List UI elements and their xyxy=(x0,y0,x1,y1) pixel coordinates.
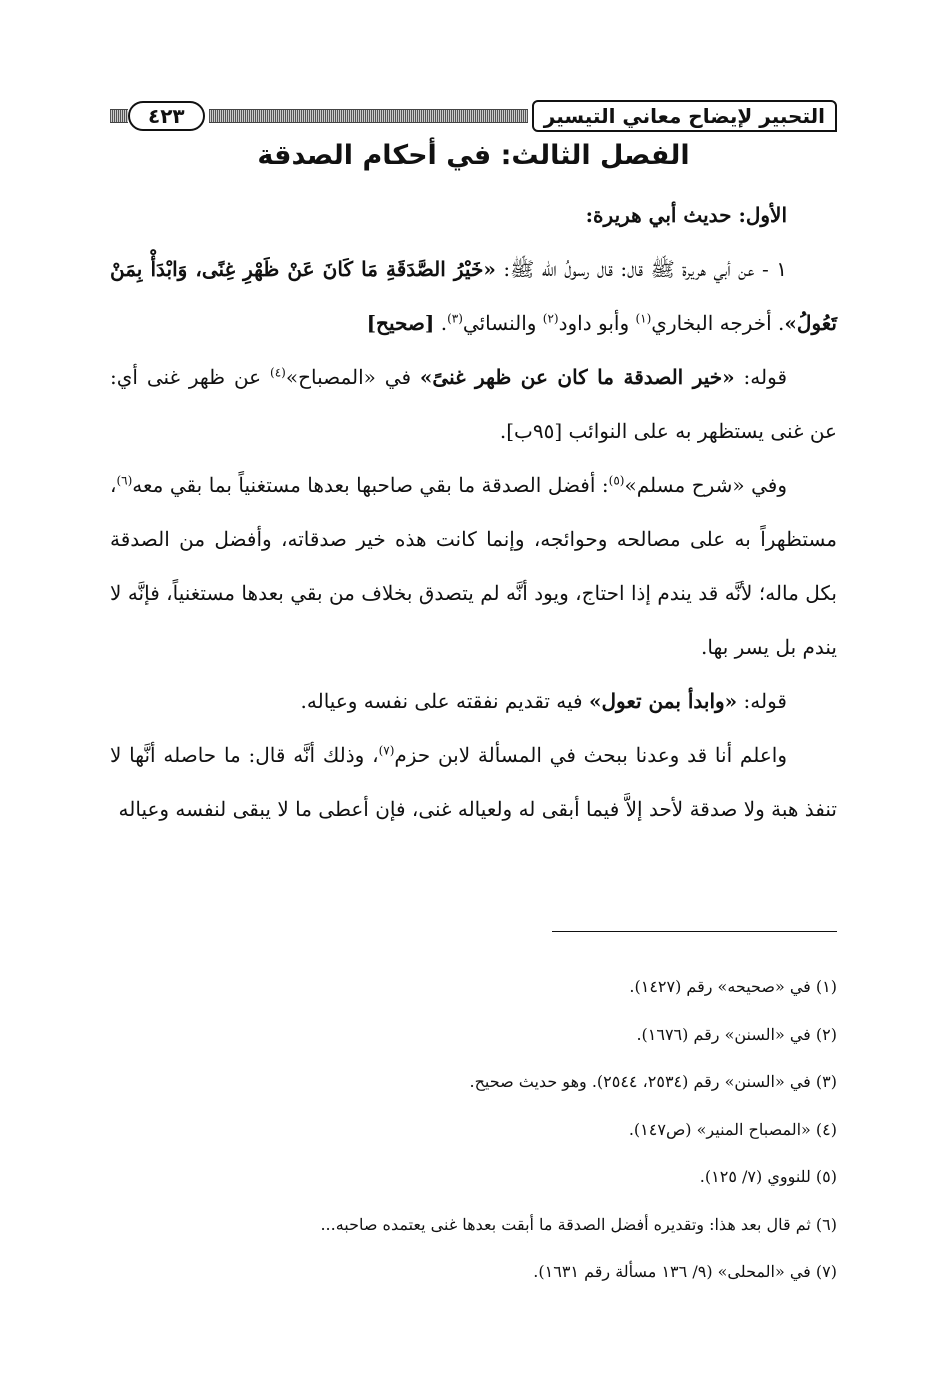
commentary-text: قوله: xyxy=(734,365,788,389)
commentary-paragraph xyxy=(110,728,837,836)
footnote-ref-2[interactable]: (٢) xyxy=(542,311,559,326)
commentary-paragraph xyxy=(110,458,837,674)
hadith-text: «خَيْرُ الصَّدَقَةِ مَا كَانَ عَنْ ظَهْرِ غِنًى، وَابْدَأْ بِمَنْ تَعُولُ» xyxy=(110,257,837,335)
footnotes xyxy=(110,963,837,1296)
commentary-text: ، مستظهراً به على مصالحه وحوائجه، وإنما كانت هذه خير صدقاته، وأفضل من الصدقة بكل ماله؛ لأنَّه قد يندم إذا احتاج، ويود أنَّه لم يتصدق بخلاف من بقي بعدها مستغنياً، فإنَّه لا يندم بل يسر بها. xyxy=(110,473,837,659)
commentary-text: قوله: xyxy=(737,689,787,713)
hadith-paragraph xyxy=(110,242,837,350)
footnote-3: (٣) في «السنن» رقم (٢٥٣٤، ٢٥٤٤). وهو حديث صحيح. xyxy=(469,1072,837,1091)
footnote-4: (٤) «المصباح المنير» (ص١٤٧). xyxy=(628,1119,837,1139)
footnote-5: (٥) للنووي (٧/ ١٢٥). xyxy=(699,1167,837,1186)
footnote-separator xyxy=(552,931,837,932)
page-number: ٤٢٣ xyxy=(128,101,205,131)
commentary-text: وفي «شرح مسلم» xyxy=(624,473,788,497)
quoted-phrase: «وابدأ بمن تعول» xyxy=(588,689,738,713)
commentary-text: في «المصباح» xyxy=(285,365,420,389)
commentary-paragraph xyxy=(110,350,837,458)
footnote-ref-5[interactable]: (٥) xyxy=(608,473,625,488)
commentary-text: ، وذلك أنَّه قال: ما حاصله أنَّها لا تنفذ هبة ولا صدقة لأحد إلاَّ فيما أبقى له ولعياله غنى، فإن أعطى ما لا يبقى لنفسه وعياله xyxy=(110,743,837,821)
commentary-text: : أفضل الصدقة ما بقي صاحبها بعدها مستغنياً بما بقي معه xyxy=(132,473,609,497)
footnote-ref-6[interactable]: (٦) xyxy=(116,473,133,488)
footnote-7: (٧) في «المحلى» (٩/ ١٣٦ مسألة رقم ١٦٣١). xyxy=(533,1262,837,1281)
commentary-paragraph xyxy=(110,674,837,728)
header-ornament xyxy=(209,109,528,123)
footnote-1: (١) في «صحيحه» رقم (١٤٢٧). xyxy=(629,977,837,996)
running-header xyxy=(110,97,837,135)
footnote-ref-7[interactable]: (٧) xyxy=(378,743,395,758)
footnote-6: (٦) ثم قال بعد هذا: وتقديره أفضل الصدقة ما أبقت بعدها غنى يعتمده صاحبه... xyxy=(320,1214,837,1234)
source-text: . أخرجه البخاري xyxy=(651,311,785,335)
grade-label: [صحيح] xyxy=(366,311,435,335)
footnote-ref-3[interactable]: (٣) xyxy=(447,311,463,326)
commentary-text: واعلم أنا قد وعدنا ببحث في المسألة لابن حزم xyxy=(394,743,788,767)
section-heading: الأول: حديث أبي هريرة: xyxy=(585,203,787,227)
source-text: . xyxy=(434,311,448,335)
source-text: وأبو داود xyxy=(558,311,636,335)
source-text: والنسائي xyxy=(462,311,543,335)
header-ornament-end xyxy=(110,109,128,123)
chapter-title: الفصل الثالث: في أحكام الصدقة xyxy=(257,140,690,171)
paragraph xyxy=(110,188,837,242)
hadith-narrator: ١ - عن أبي هريرة ﷺ قال: قال رسولُ الله ﷺ: xyxy=(495,257,787,281)
book-title: التحبير لإيضاح معاني التيسير xyxy=(532,100,837,132)
footnote-2: (٢) في «السنن» رقم (١٦٧٦). xyxy=(636,1024,837,1044)
commentary-text: فيه تقديم نفقته على نفسه وعياله. xyxy=(300,689,589,713)
main-text xyxy=(110,188,837,836)
footnote-ref-4[interactable]: (٤) xyxy=(270,365,286,380)
footnote-ref-1[interactable]: (١) xyxy=(635,311,652,326)
quoted-phrase: «خير الصدقة ما كان عن ظهر غنىً» xyxy=(419,365,735,389)
commentary-text: عن ظهر غنى أي: عن غنى يستظهر به على النوائب [٩٥ب]. xyxy=(110,365,837,443)
